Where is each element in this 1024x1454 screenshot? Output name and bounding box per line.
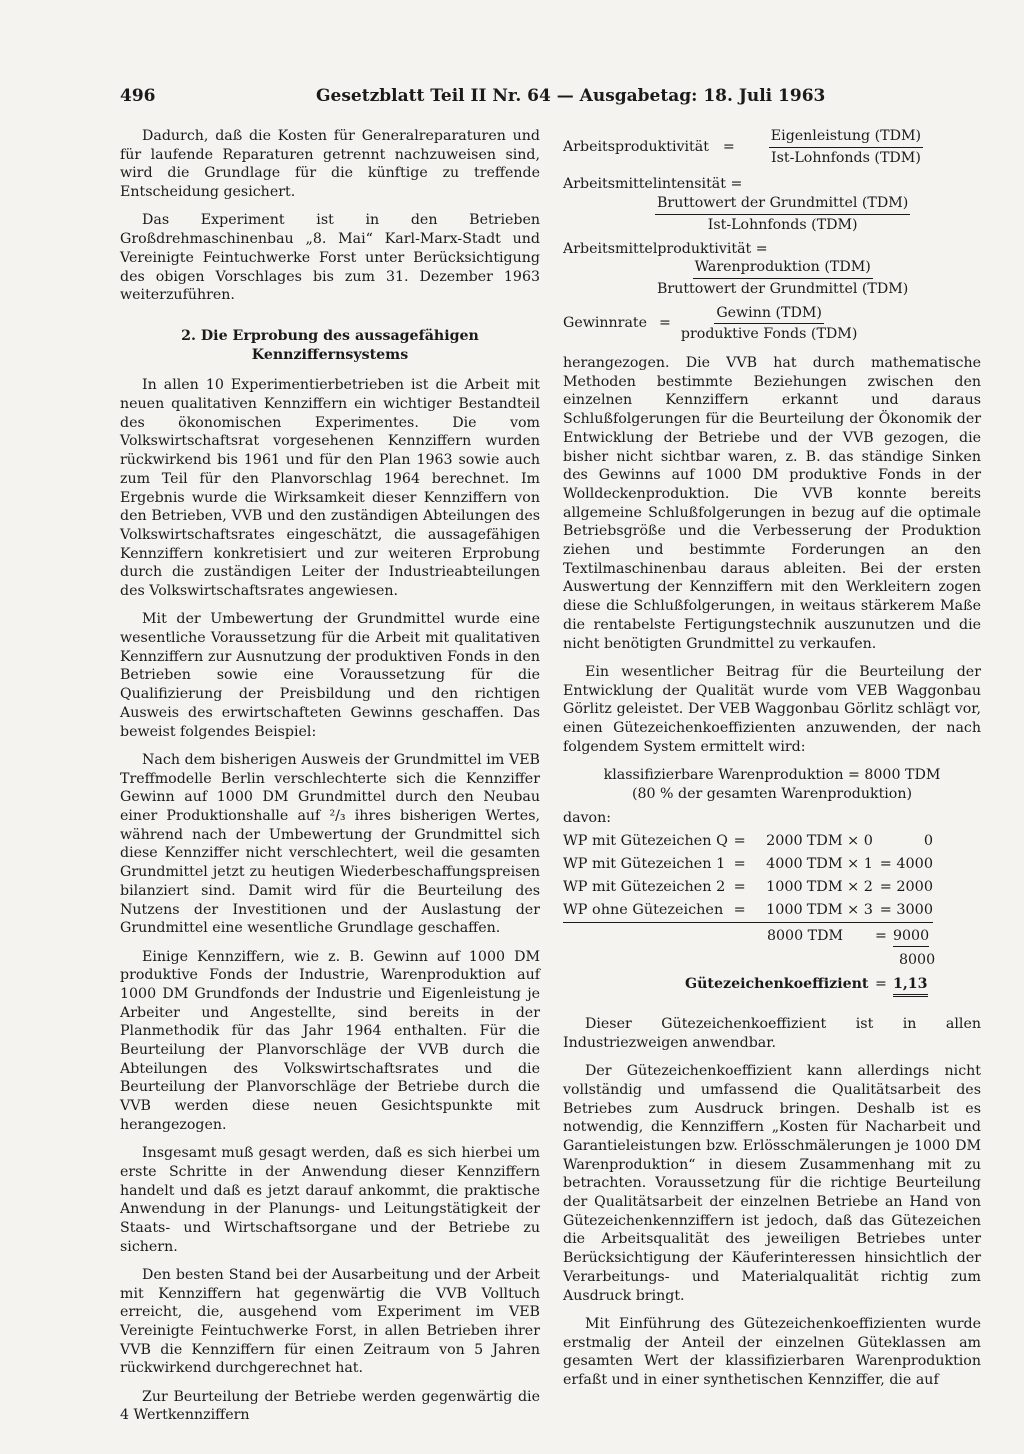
row-equals: = (728, 899, 751, 923)
row-label: WP ohne Gütezeichen (563, 899, 728, 923)
row-multiplier: TDM × 3 (807, 899, 873, 923)
table-row (563, 899, 933, 923)
running-title: Gesetzblatt Teil II Nr. 64 — Ausgabetag: 18. Juli 1963 (316, 86, 826, 106)
row-result: = 2000 (879, 879, 933, 896)
fraction-numerator: Warenproduktion (TDM) (693, 258, 873, 279)
row-multiplier: TDM × 1 (806, 856, 873, 873)
divisor-value: 8000 (899, 952, 936, 969)
section-heading (120, 327, 540, 364)
formula-arbeitsmittelintensitaet (563, 175, 981, 234)
table-row (563, 876, 933, 899)
paragraph: Den besten Stand bei der Ausarbeitung und der Arbeit mit Kennziffern hat gegenwärtig die VVB Volltuch erreicht, die, ausgehend vom Experiment im VEB Vereinigte Feintuchwerke Forst, in allen Betrieben ihrer VVB die Kennziffern für einen Zeitraum von 5 Jahren rückwirkend durchgerechnet hat. (120, 1266, 540, 1377)
coefficient-label: Gütezeichenkoeffizient (685, 976, 869, 993)
fraction-denominator: produktive Fonds (TDM) (680, 326, 858, 343)
table-row (563, 830, 933, 853)
total-equals: = (875, 928, 887, 945)
fraction-denominator: Bruttowert der Grundmittel (TDM) (657, 280, 909, 297)
formula-arbeitsmittelproduktivitaet (563, 240, 981, 299)
paragraph: Ein wesentlicher Beitrag für die Beurteilung der Entwicklung der Qualität wurde vom VEB Waggonbau Görlitz geleistet. Der VEB Waggonbau Görlitz schlägt vor, einen Gütezeichenkoeffizienten anzuwenden, der nach folgendem System ermittelt wird: (563, 663, 981, 755)
formula-gewinnrate (563, 304, 981, 344)
row-amount: 1000 (766, 879, 803, 896)
row-equals: = (733, 879, 746, 896)
row-label: WP mit Gütezeichen 1 (563, 856, 726, 873)
row-result: 0 (923, 833, 933, 850)
section-heading-line: Kennziffernsystems (251, 346, 409, 363)
paragraph: herangezogen. Die VVB hat durch mathematische Methoden bestimmte Beziehungen zwischen den einzelnen Kennziffern erkannt und daraus Schlußfolgerungen für die Beurteilung der Ökonomik der Entwicklung der Betriebe und der VVB gezogen, die bisher nicht sichtbar waren, z. B. das ständige Sinken des Gewinns auf 1000 DM produktive Fonds in der Wolldeckenproduktion. Die VVB konnte bereits allgemeine Schlußfolgerungen in bezug auf die optimale Betriebsgröße und die Verbesserung der Produktion ziehen und bestimmte Forderungen an den Textilmaschinenbau daraus ableiten. Bei der ersten Auswertung der Kennziffern mit den Werkleitern zogen diese die Schlußfolgerungen, in weitaus stärkerem Maße die rentabelste Fertigungstechnik auszunutzen und die nicht benötigten Grundmittel zu verkaufen. (563, 355, 981, 652)
paragraph: Der Gütezeichenkoeffizient kann allerdings nicht vollständig und umfassend die Qualitätsarbeit des Betriebes zum Ausdruck bringen. Deshalb ist es notwendig, die Kennziffern „Kosten für Nacharbeit und Garantieleistungen bzw. Erlösschmälerungen je 1000 DM Warenproduktion“ in diesem Zusammenhang mit zu betrachten. Voraussetzung für die richtige Beurteilung der Qualitätsarbeit der einzelnen Betriebe an Hand von Gütezeichenkennziffern ist jedoch, daß das Gütezeichen die Arbeitsqualität des jeweiligen Betriebes unter Berücksichtigung der Käuferinteressen hinsichtlich der Verarbeitungs- und Materialqualität richtig zum Ausdruck bringt. (563, 1063, 981, 1304)
row-result: = 4000 (879, 856, 933, 873)
fraction-denominator: Ist-Lohnfonds (TDM) (707, 216, 858, 233)
row-multiplier: TDM × 2 (806, 879, 873, 896)
fraction-numerator: Eigenleistung (TDM) (769, 127, 923, 148)
quality-calc-title: klassifizierbare Warenproduktion = 8000 TDM (603, 766, 941, 783)
paragraph: Mit der Umbewertung der Grundmittel wurde eine wesentliche Voraussetzung für die Arbeit mit qualitativen Kennziffern zur Ausnutzung der produktiven Fonds in den Betrieben sowie eine Voraussetzung für die Qualifizierung der Preisbildung und den richtigen Ausweis des erwirtschafteten Gewinns geschaffen. Das beweist folgendes Beispiel: (120, 611, 540, 740)
page-number: 496 (120, 86, 156, 106)
total-value: 9000 (893, 927, 929, 947)
right-column (563, 127, 981, 1399)
formula-arbeitsproduktivitaet (563, 127, 981, 167)
formula-label: Arbeitsmittelproduktivität = (563, 240, 768, 257)
paragraph: Einige Kennziffern, wie z. B. Gewinn auf 1000 DM produktive Fonds der Industrie, Warenproduktion auf 1000 DM Grundfonds der Industrie und Eigenleistung je Arbeiter und Angestellte, sind bereits in der Planmethodik für das Jahr 1964 enthalten. Für die Beurteilung der Planvorschläge der VVB durch die Abteilungen des Volkswirtschaftsrates und die Beurteilung der Planvorschläge der Betriebe durch die VVB werden diese neuen Gesichtspunkte mit herangezogen. (120, 948, 540, 1133)
row-result: = 3000 (873, 899, 933, 923)
fraction-numerator: Gewinn (TDM) (714, 304, 824, 325)
row-label: WP mit Gütezeichen Q (563, 833, 728, 850)
section-heading-line: 2. Die Erprobung des aussagefähigen (181, 327, 479, 344)
quality-calc-davon: davon: (563, 810, 612, 827)
paragraph: Dieser Gütezeichenkoeffizient ist in allen Industriezweigen anwendbar. (563, 1016, 981, 1051)
fraction-numerator: Bruttowert der Grundmittel (TDM) (655, 194, 910, 215)
paragraph: Zur Beurteilung der Betriebe werden gegenwärtig die 4 Wertkennziffern (120, 1388, 540, 1424)
row-label: WP mit Gütezeichen 2 (563, 879, 726, 896)
fraction (655, 194, 910, 234)
fraction-denominator: Ist-Lohnfonds (TDM) (771, 149, 921, 166)
formula-equals: = (659, 315, 671, 332)
quality-calc-subtitle: (80 % der gesamten Warenproduktion) (631, 785, 913, 802)
formula-label: Arbeitsmittelintensität = (563, 176, 743, 193)
formula-equals: = (722, 138, 735, 155)
paragraph: Dadurch, daß die Kosten für Generalreparaturen und für laufende Reparaturen getrennt nachzuweisen sind, wird die Grundlage für die künftige zu treffende Entscheidung gesichert. (120, 128, 540, 201)
paragraph: Nach dem bisherigen Ausweis der Grundmittel im VEB Treffmodelle Berlin verschlechterte sich die Kennziffer Gewinn auf 1000 DM Grundmittel durch den Neubau einer Produktionshalle auf ²/₃ ihres bisherigen Wertes, während nach der Umbewertung der Grundmittel sich diese Kennziffer nicht verschlechtert, weil die gesamten Grundmittel jetzt zu heutigen Wiederbeschaffungspreisen bilanziert sind. Damit wird für die Beurteilung des Nutzens der Investitionen und der Auslastung der Grundmittel eine wesentliche Grundlage geschaffen. (120, 751, 540, 937)
paragraph: In allen 10 Experimentierbetrieben ist die Arbeit mit neuen qualitativen Kennziffern ein wichtiger Bestandteil des ökonomischen Experimentes. Die vom Volkswirtschaftsrat vorgesehenen Kennziffern wurden rückwirkend bis 1961 und für den Plan 1963 sowie auch zum Teil für den Planvorschlag 1964 berechnet. Im Ergebnis wurde die Wirksamkeit dieser Kennziffern von den Betrieben, VVB und den zuständigen Abteilungen des Volkswirtschaftsrates eingeschätzt, die aussagefähigen Kennziffern konkretisiert und zur weiteren Erprobung durch die zuständigen Leiter der Industrieabteilungen des Volkswirtschaftsrates angewiesen. (120, 377, 540, 600)
row-equals: = (733, 833, 746, 850)
formula-label: Arbeitsproduktivität (563, 138, 709, 155)
quality-calc-summary (563, 923, 936, 1001)
row-multiplier: TDM × 0 (806, 833, 873, 850)
row-amount: 2000 (766, 833, 803, 850)
coefficient-value: 1,13 (893, 975, 928, 997)
row-equals: = (733, 856, 746, 873)
row-amount: 4000 (766, 856, 803, 873)
paragraph: Insgesamt muß gesagt werden, daß es sich hierbei um erste Schritte in der Anwendung dieser Kennziffern handelt und daß es jetzt darauf ankommt, die praktische Anwendung in der Planungs- und Leitungstätigkeit der Staats- und Wirtschaftsorgane und der Betriebe zu sichern. (120, 1145, 540, 1255)
page-header (120, 86, 968, 114)
left-column (120, 127, 540, 1435)
quality-calc-table (563, 830, 933, 923)
coefficient-equals: = (875, 976, 887, 993)
fraction (769, 127, 923, 167)
fraction (679, 304, 859, 344)
total-label: 8000 TDM (767, 928, 843, 945)
formula-label: Gewinnrate (563, 315, 648, 332)
row-amount: 1000 (751, 899, 806, 923)
paragraph: Das Experiment ist in den Betrieben Großdrehmaschinenbau „8. Mai“ Karl-Marx-Stadt und Vereinigte Feintuchwerke Forst unter Berücksichtigung des obigen Vorschlages bis zum 31. Dezember 1963 weiterzuführen. (120, 212, 540, 304)
fraction (655, 258, 910, 298)
table-row (563, 853, 933, 876)
paragraph: Mit Einführung des Gütezeichenkoeffizienten wurde erstmalig der Anteil der einzelnen Güteklassen am gesamten Wert der klassifizierbaren Warenproduktion erfaßt und in einer synthetischen Kennziffer, die auf (563, 1315, 981, 1388)
